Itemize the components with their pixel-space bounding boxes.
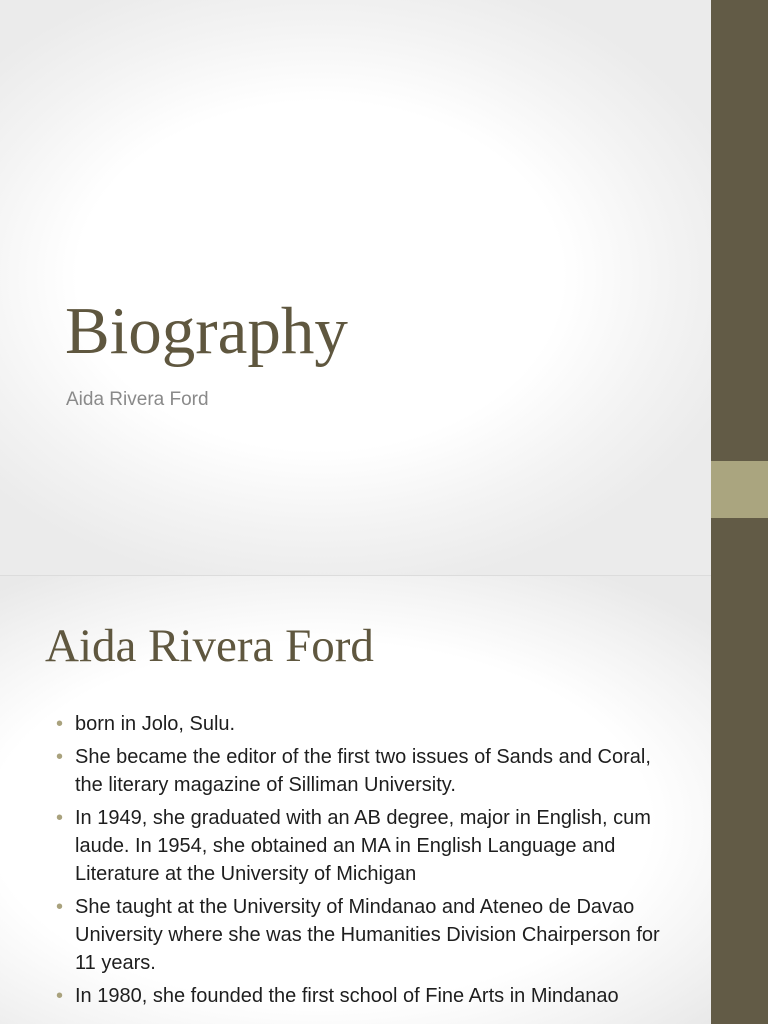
bullet-item	[56, 893, 676, 977]
bullet-text: She became the editor of the first two issues of Sands and Coral, the literary magazine of Silliman University.	[75, 746, 651, 796]
bullet-item	[56, 743, 676, 799]
bullet-item	[56, 710, 676, 738]
bullet-text: born in Jolo, Sulu.	[75, 713, 236, 735]
bullet-dot-icon: •	[56, 746, 64, 768]
bullet-dot-icon: •	[56, 985, 64, 1007]
bullet-dot-icon: •	[56, 807, 64, 829]
bullet-text: In 1980, she founded the first school of Fine Arts in Mindanao	[75, 985, 619, 1007]
bullet-text: She taught at the University of Mindanao and Ateneo de Davao University where she was the Humanities Division Chairperson for 11 years.	[75, 896, 660, 974]
bullet-list	[56, 710, 676, 1015]
slide-subtitle: Aida Rivera Ford	[66, 389, 209, 410]
content-slide-title: Aida Rivera Ford	[45, 620, 374, 672]
bullet-item	[56, 804, 676, 888]
decorative-side-accent	[711, 461, 768, 518]
content-slide	[0, 576, 711, 1024]
slide-title: Biography	[65, 294, 348, 368]
bullet-dot-icon: •	[56, 713, 64, 735]
bullet-dot-icon: •	[56, 896, 64, 918]
bullet-item	[56, 982, 676, 1010]
bullet-text: In 1949, she graduated with an AB degree, major in English, cum laude. In 1954, she obtained an MA in English Language and Literature at the University of Michigan	[75, 807, 651, 885]
